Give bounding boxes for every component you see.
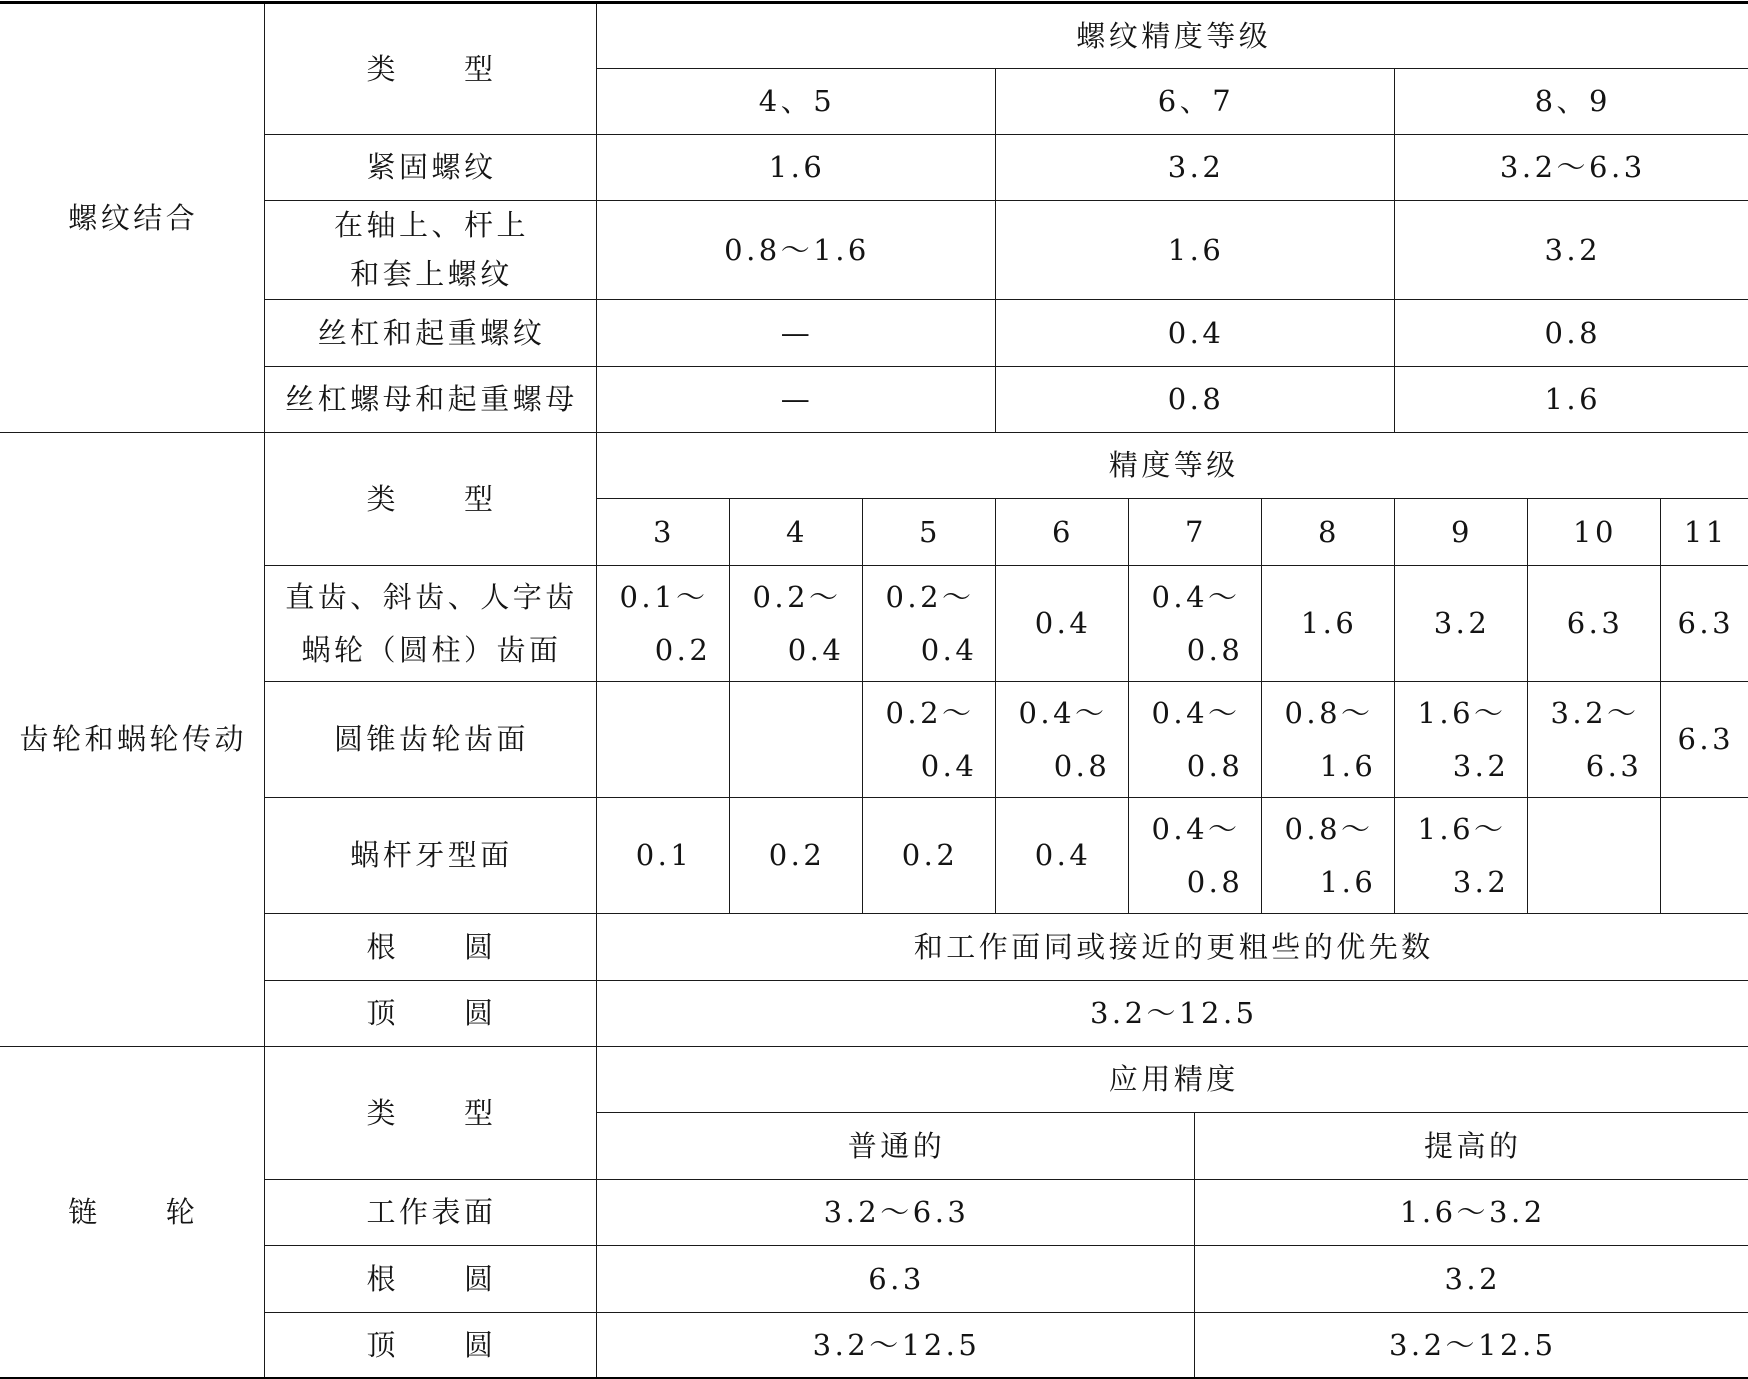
value-cell [1394,682,1527,798]
value-cell [1128,682,1261,798]
grade-label: 4 [786,514,808,549]
row-label-line: 在轴上、杆上 [333,208,529,242]
row-label: 蜗杆牙型面 [350,838,513,873]
row-header-cell [264,367,596,433]
category-label: 螺纹结合 [68,200,199,235]
column-header-cell [729,499,862,566]
cell-value: 0.2 [768,838,826,873]
grade-label: 提高的 [1424,1128,1522,1163]
row-label: 顶 圆 [366,996,497,1031]
column-header-cell [1261,499,1394,566]
value-cell [995,367,1394,433]
value-cell [1394,367,1748,433]
cell-value: 3.2 [1167,150,1225,185]
value-cell [1394,798,1527,914]
column-header-cell [1527,499,1660,566]
range-start: 0.4～ [1151,579,1241,614]
row-header-cell [264,201,596,300]
range-end: 6.3 [1585,748,1643,783]
grade-label: 11 [1683,514,1728,549]
column-header-cell [1394,69,1748,135]
value-cell [1194,1313,1748,1379]
value-cell [596,367,995,433]
grade-label: 5 [919,514,941,549]
value-cell [596,300,995,367]
cell-value: 0.4 [1167,315,1225,350]
value-cell [1527,682,1660,798]
cell-value: 0.8～1.6 [724,232,870,267]
column-header-cell [1128,499,1261,566]
grade-group-header [596,3,1748,69]
row-header-cell [264,798,596,914]
value-cell [862,798,995,914]
value-cell [1394,300,1748,367]
column-header-cell [1194,1113,1748,1180]
type-header-cell [264,3,596,135]
grade-label: 3 [653,514,675,549]
cell-value: 0.4 [1034,838,1092,873]
row-header-cell [264,135,596,201]
range-start: 0.1～ [619,579,709,614]
value-cell [596,798,729,914]
range-end: 0.4 [920,748,978,783]
table-row [0,433,1748,499]
row-header-cell [264,981,596,1047]
type-header-cell [264,1047,596,1180]
row-label-line: 和套上螺纹 [350,257,513,291]
column-header-cell [1660,499,1748,566]
value-cell [729,566,862,682]
value-cell [995,798,1128,914]
range-start: 3.2～ [1550,695,1640,730]
cell-value: — [780,382,814,417]
value-cell [1527,566,1660,682]
grade-label: 8、9 [1534,84,1611,119]
value-cell-empty [1660,798,1748,914]
range-end: 1.6 [1319,864,1377,899]
range-start: 0.2～ [885,695,975,730]
row-header-cell [264,1180,596,1246]
cell-value: 1.6 [1544,382,1602,417]
row-label-line: 蜗轮（圆柱）齿面 [301,632,562,667]
range-end: 0.8 [1186,864,1244,899]
range-start: 0.2～ [752,579,842,614]
cell-value: 3.2～12.5 [812,1327,981,1362]
value-cell [1128,566,1261,682]
cell-value: 1.6～3.2 [1399,1195,1546,1230]
grade-label: 6、7 [1157,84,1235,119]
value-cell [1394,201,1748,300]
value-cell [1660,682,1748,798]
range-end: 0.8 [1186,632,1244,667]
row-label: 丝杠和起重螺纹 [317,315,546,350]
range-end: 0.4 [920,632,978,667]
cell-value: 0.4 [1034,606,1092,641]
row-label: 圆锥齿轮齿面 [333,722,529,757]
category-cell-sprocket [0,1047,264,1379]
category-cell-gear [0,433,264,1047]
row-label: 紧固螺纹 [366,150,497,185]
row-header-cell [264,1313,596,1379]
grade-label: 4、5 [758,84,836,119]
cell-value: 0.8 [1167,382,1225,417]
value-cell [729,798,862,914]
range-start: 0.4～ [1151,695,1241,730]
range-end: 0.2 [654,632,712,667]
range-start: 0.8～ [1284,811,1374,846]
row-header-cell [264,682,596,798]
column-header-cell [596,1113,1194,1180]
row-label: 顶 圆 [366,1327,497,1362]
value-cell [995,135,1394,201]
table-row [0,3,1748,69]
column-header-cell [995,499,1128,566]
range-end: 3.2 [1452,864,1510,899]
cell-value: 6.3 [1677,722,1735,757]
value-cell [1128,798,1261,914]
value-cell [596,1246,1194,1313]
cell-value: 3.2 [1444,1261,1502,1296]
value-cell [1660,566,1748,682]
cell-value: 3.2～12.5 [1089,996,1258,1031]
cell-value: 6.3 [1677,606,1735,641]
value-cell-empty [729,682,862,798]
value-cell [596,135,995,201]
cell-value: 0.1 [635,838,693,873]
value-cell [862,566,995,682]
value-cell [596,1180,1194,1246]
range-end: 0.8 [1053,748,1111,783]
value-cell [596,566,729,682]
value-cell [1261,566,1394,682]
grade-label: 普通的 [847,1128,946,1163]
range-end: 0.8 [1186,748,1244,783]
type-label: 类 型 [366,1095,497,1130]
cell-value: 6.3 [1566,606,1624,641]
column-header-cell [995,69,1394,135]
grade-group-label: 螺纹精度等级 [1076,18,1272,53]
value-cell [1194,1180,1748,1246]
value-cell [862,682,995,798]
cell-value: 3.2～12.5 [1388,1327,1557,1362]
cell-value: 1.6 [1300,606,1358,641]
grade-label: 8 [1318,514,1340,549]
column-header-cell [1394,499,1527,566]
category-label: 链 轮 [68,1194,199,1229]
column-header-cell [862,499,995,566]
row-label: 丝杠螺母和起重螺母 [285,382,578,417]
value-cell [1394,566,1527,682]
range-start: 0.8～ [1284,695,1374,730]
cell-value: 3.2 [1433,606,1491,641]
range-start: 0.4～ [1018,695,1108,730]
column-header-cell [596,69,995,135]
grade-label: 9 [1451,514,1473,549]
cell-value: 3.2～6.3 [823,1195,970,1230]
value-cell [596,201,995,300]
cell-value: 1.6 [1167,232,1225,267]
row-header-cell [264,566,596,682]
cell-value: 和工作面同或接近的更粗些的优先数 [913,929,1434,964]
row-label-line: 直齿、斜齿、人字齿 [285,579,578,614]
cell-value: 3.2 [1544,232,1602,267]
cell-value: — [780,315,814,350]
value-cell-empty [596,682,729,798]
row-label: 根 圆 [366,1261,497,1296]
grade-group-label: 应用精度 [1108,1062,1239,1097]
range-start: 0.4～ [1151,811,1241,846]
grade-label: 6 [1052,514,1074,549]
range-end: 3.2 [1452,748,1510,783]
range-end: 1.6 [1319,748,1377,783]
grade-group-label: 精度等级 [1108,448,1239,483]
value-cell [596,914,1748,981]
row-label: 根 圆 [366,929,497,964]
cell-value: 3.2～6.3 [1499,150,1646,185]
category-cell-thread [0,3,264,433]
range-end: 0.4 [787,632,845,667]
type-label: 类 型 [366,481,497,516]
value-cell [1194,1246,1748,1313]
table-row [0,1047,1748,1113]
cell-value: 0.8 [1544,315,1602,350]
grade-label: 10 [1573,514,1617,549]
type-label: 类 型 [366,51,497,86]
column-header-cell [596,499,729,566]
value-cell [596,1313,1194,1379]
cell-value: 0.2 [901,838,959,873]
cell-value: 6.3 [868,1261,925,1296]
cell-value: 1.6 [768,150,826,185]
grade-group-header [596,1047,1748,1113]
type-header-cell [264,433,596,566]
value-cell [995,201,1394,300]
value-cell [596,981,1748,1047]
row-header-cell [264,914,596,981]
row-header-cell [264,300,596,367]
grade-group-header [596,433,1748,499]
value-cell [1261,682,1394,798]
row-header-cell [264,1246,596,1313]
category-label: 齿轮和蜗轮传动 [19,722,247,757]
range-start: 1.6～ [1417,811,1507,846]
value-cell [1261,798,1394,914]
value-cell-empty [1527,798,1660,914]
value-cell [1394,135,1748,201]
value-cell [995,300,1394,367]
value-cell [995,566,1128,682]
value-cell [995,682,1128,798]
roughness-table [0,1,1748,1379]
range-start: 1.6～ [1417,695,1507,730]
range-start: 0.2～ [885,579,975,614]
grade-label: 7 [1185,514,1207,549]
row-label: 工作表面 [366,1195,497,1230]
